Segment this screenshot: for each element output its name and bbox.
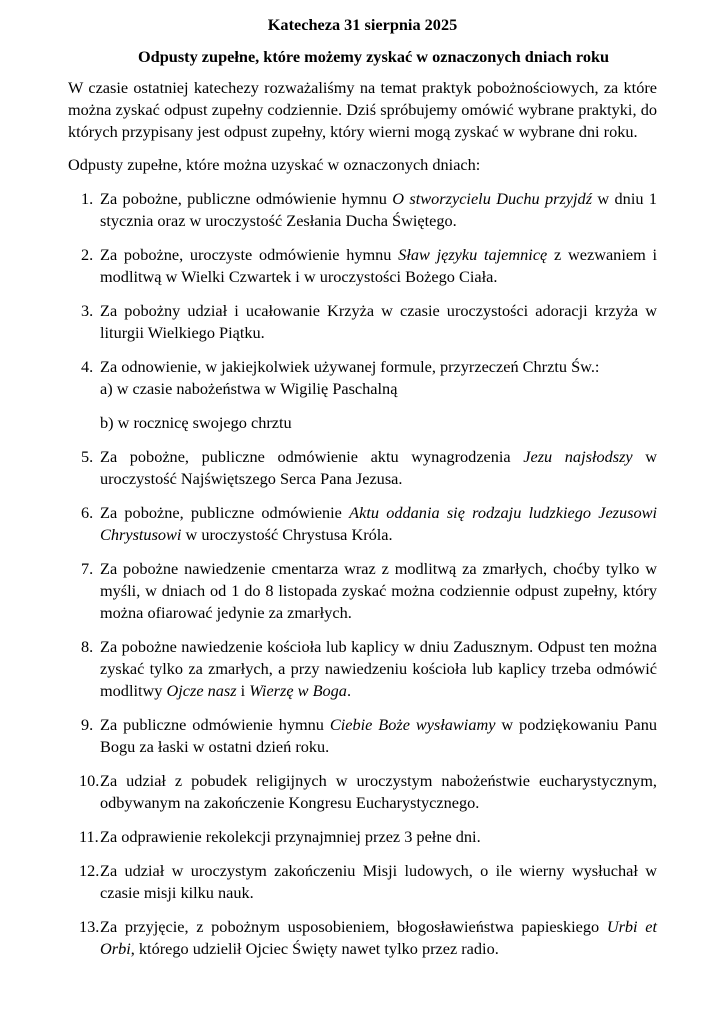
- list-item: 8. Za pobożne nawiedzenie kościoła lub kaplicy w dniu Zadusznym. Odpust ten można zyskać tylko za zmarłych, a przy nawiedzeniu kościoła lub kaplicy trzeba odmówić modlitwy Ojcze nasz i Wierzę w Boga.: [81, 637, 657, 700]
- indulgence-list: [68, 188, 657, 960]
- list-item: 1. Za pobożne, publiczne odmówienie hymnu O stworzycielu Duchu przyjdź w dniu 1 stycznia oraz w uroczystość Zesłania Ducha Świętego.: [81, 189, 658, 230]
- item-number: 12.: [79, 861, 100, 880]
- intro-paragraph: W czasie ostatniej katechezy rozważaliśmy na temat praktyk pobożnościowych, za które można zyskać odpust zupełny codziennie. Dziś spróbujemy omówić wybrane praktyki, do których przypisany jest odpust zupełny, który wierni mogą zyskać w wybrane dni roku.: [68, 78, 657, 141]
- list-item: 9. Za publiczne odmówienie hymnu Ciebie Boże wysławiamy w podziękowaniu Panu Bogu za łaski w ostatni dzień roku.: [81, 715, 658, 756]
- list-item: 13. Za przyjęcie, z pobożnym usposobieniem, błogosławieństwa papieskiego Urbi et Orbi, którego udzielił Ojciec Święty nawet tylko przez radio.: [79, 917, 658, 958]
- blessing-title: Urbi et Orbi: [100, 917, 658, 958]
- list-item: 3. Za pobożny udział i ucałowanie Krzyża w czasie uroczystości adoracji krzyża w liturgii Wielkiego Piątku.: [81, 301, 657, 342]
- item-number: 1.: [81, 189, 94, 208]
- list-item: 6. Za pobożne, publiczne odmówienie Aktu oddania się rodzaju ludzkiego Jezusowi Chrystusowi w uroczystość Chrystusa Króla.: [81, 503, 658, 544]
- prayer-title: Wierzę w Boga: [249, 681, 347, 700]
- hymn-title: O stworzycielu Duchu przyjdź: [392, 189, 593, 208]
- list-item: 4. Za odnowienie, w jakiejkolwiek używanej formule, przyrzeczeń Chrztu Św.: a) w czasie nabożeństwa w Wigilię Paschalną b) w rocznicę swojego chrztu: [68, 356, 657, 434]
- item-number: 3.: [81, 301, 94, 320]
- list-item: 10. Za udział z pobudek religijnych w uroczystym nabożeństwie eucharystycznym, odbywanym na zakończenie Kongresu Eucharystycznego.: [79, 771, 657, 812]
- item-number: 2.: [81, 245, 94, 264]
- item-number: 10.: [79, 771, 100, 790]
- hymn-title: Sław języku tajemnicę: [398, 245, 548, 264]
- document-subtitle: Odpusty zupełne, które możemy zyskać w oznaczonych dniach roku: [138, 47, 610, 66]
- list-item: 11. Za odprawienie rekolekcji przynajmniej przez 3 pełne dni.: [79, 827, 481, 846]
- item-number: 13.: [79, 917, 100, 936]
- sub-item-a: a) w czasie nabożeństwa w Wigilię Paschalną: [100, 379, 398, 398]
- sub-item-b: b) w rocznicę swojego chrztu: [100, 413, 292, 432]
- prayer-title: Aktu oddania się rodzaju ludzkiego Jezusowi Chrystusowi: [100, 503, 658, 544]
- item-number: 7.: [81, 559, 94, 578]
- item-number: 6.: [81, 503, 94, 522]
- item-number: 11.: [79, 827, 99, 846]
- list-item: 5. Za pobożne, publiczne odmówienie aktu wynagrodzenia Jezu najsłodszy w uroczystość Najświętszego Serca Pana Jezusa.: [81, 447, 657, 488]
- list-item: 12. Za udział w uroczystym zakończeniu Misji ludowych, o ile wierny wysłuchał w czasie misji kilku nauk.: [79, 861, 657, 902]
- list-item: 7. Za pobożne nawiedzenie cmentarza wraz z modlitwą za zmarłych, choćby tylko w myśli, w dniach od 1 do 8 listopada zyskać można codziennie odpust zupełny, który można ofiarować jedynie za zmarłych.: [81, 559, 657, 622]
- item-number: 4.: [81, 357, 94, 376]
- item-number: 5.: [81, 447, 94, 466]
- item-number: 8.: [81, 637, 94, 656]
- document-title: Katecheza 31 sierpnia 2025: [267, 15, 458, 34]
- list-lead: Odpusty zupełne, które można uzyskać w oznaczonych dniach:: [68, 155, 481, 174]
- prayer-title: Ojcze nasz: [166, 681, 237, 700]
- list-item: 2. Za pobożne, uroczyste odmówienie hymnu Sław języku tajemnicę z wezwaniem i modlitwą w Wielki Czwartek i w uroczystości Bożego Ciała.: [81, 245, 657, 286]
- hymn-title: Ciebie Boże wysławiamy: [329, 715, 496, 734]
- prayer-title: Jezu najsłodszy: [523, 447, 633, 466]
- item-number: 9.: [81, 715, 94, 734]
